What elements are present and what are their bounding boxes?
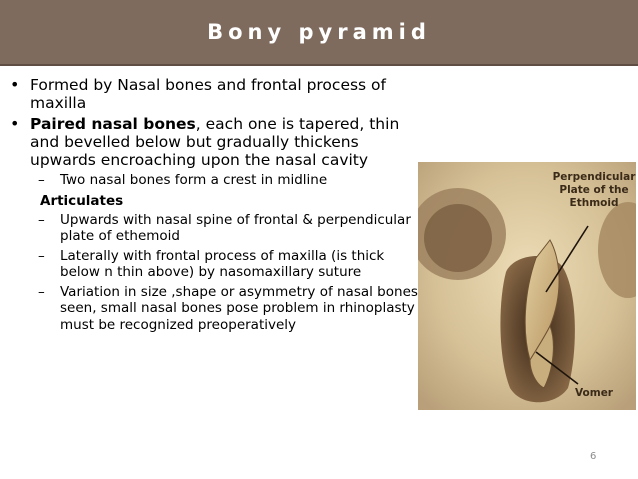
bullet-text: , each one is tapered, thin and bevelled below but gradually thickens upwards encroaching upon the nasal cavity — [30, 115, 400, 169]
slide-content — [8, 76, 418, 333]
title-bar — [0, 0, 638, 66]
sub-bullet-crest: – Two nasal bones form a crest in midline — [8, 172, 418, 189]
sub-bullet-variation: – Variation in size ,shape or asymmetry of nasal bones seen, small nasal bones pose problem in rhinoplasty must be recognized preoperatively — [8, 284, 418, 334]
skull-illustration — [418, 162, 636, 410]
page-number: 6 — [590, 451, 597, 462]
slide-title: Bony pyramid — [207, 20, 431, 44]
label-vomer: Vomer — [574, 387, 614, 399]
bullet-paired-nasal-bones — [8, 115, 418, 169]
sub-bullet-upwards: – Upwards with nasal spine of frontal & perpendicular plate of ethemoid — [8, 212, 418, 245]
label-ethmoid-line1: Perpendicular — [552, 171, 636, 183]
label-ethmoid-line3: Ethmoid — [569, 197, 619, 209]
bullet-text: Formed by Nasal bones and frontal process of maxilla — [30, 76, 386, 112]
skull-photo — [418, 162, 636, 410]
articulates-heading: Articulates — [40, 192, 124, 209]
left-orbit-shadow — [424, 204, 492, 272]
bullet-bold-text: Paired nasal bones — [30, 115, 196, 133]
label-ethmoid-line2: Plate of the — [559, 184, 629, 196]
sub-bullet-laterally: – Laterally with frontal process of maxilla (is thick below n thin above) by nasomaxillary suture — [8, 248, 418, 281]
bullet-formed-by — [8, 76, 418, 112]
